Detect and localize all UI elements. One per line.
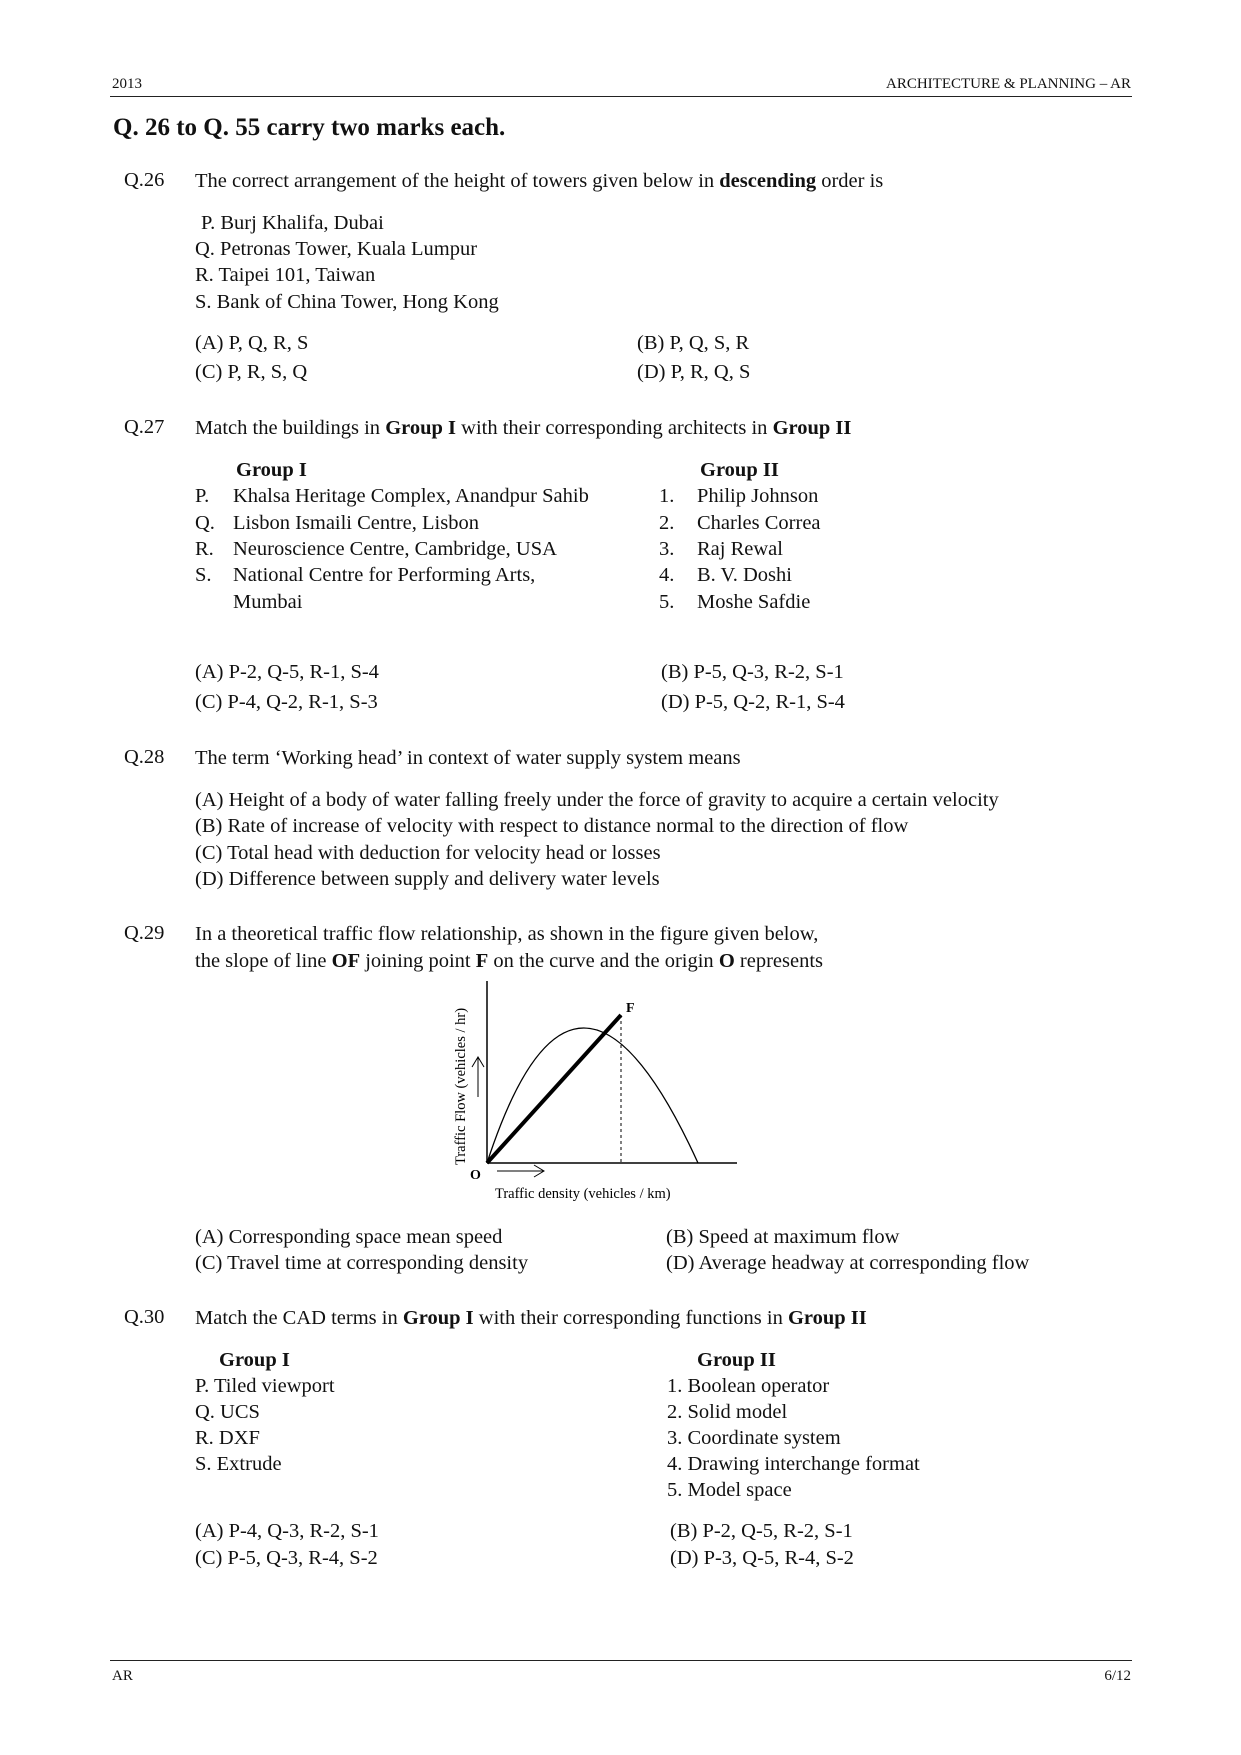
q30-group2-title: Group II	[697, 1349, 776, 1371]
q30-g2-item-5: 5. Model space	[667, 1479, 792, 1501]
q29-number: Q.29	[124, 922, 165, 944]
q27-g1-val-q: Lisbon Ismaili Centre, Lisbon	[233, 512, 479, 534]
q30-g1-item-s: S. Extrude	[195, 1453, 282, 1475]
q27-option-a: (A) P-2, Q-5, R-1, S-4	[195, 661, 379, 683]
q27-stem: Match the buildings in Group I with their corresponding architects in Group II	[195, 417, 852, 439]
q29-stem-line1: In a theoretical traffic flow relationship, as shown in the figure given below,	[195, 923, 819, 945]
q27-group2-title: Group II	[700, 459, 779, 481]
q28-option-c: (C) Total head with deduction for velocity head or losses	[195, 842, 661, 864]
q27-g2-key-1: 1.	[659, 485, 675, 507]
q30-g2-item-2: 2. Solid model	[667, 1401, 788, 1423]
q27-g2-val-1: Philip Johnson	[697, 485, 819, 507]
q28-option-b: (B) Rate of increase of velocity with respect to distance normal to the direction of flow	[195, 815, 909, 837]
q27-g1-key-s: S.	[195, 564, 212, 586]
traffic-flow-figure	[430, 975, 750, 1205]
q26-option-a: (A) P, Q, R, S	[195, 332, 309, 354]
point-o-label: O	[470, 1168, 481, 1183]
q26-item-p: P. Burj Khalifa, Dubai	[201, 212, 384, 234]
q30-g1-item-p: P. Tiled viewport	[195, 1375, 335, 1397]
q27-g2-val-4: B. V. Doshi	[697, 564, 792, 586]
q27-g1-key-p: P.	[195, 485, 210, 507]
footer-rule	[110, 1660, 1132, 1661]
q27-g1-key-q: Q.	[195, 512, 215, 534]
header-subject: ARCHITECTURE & PLANNING – AR	[885, 76, 1131, 92]
footer-page-number: 6/12	[1104, 1668, 1131, 1684]
q27-g2-key-2: 2.	[659, 512, 675, 534]
q27-g2-key-3: 3.	[659, 538, 675, 560]
q27-option-d: (D) P-5, Q-2, R-1, S-4	[661, 691, 845, 713]
q30-option-c: (C) P-5, Q-3, R-4, S-2	[195, 1547, 378, 1569]
q28-number: Q.28	[124, 746, 165, 768]
q27-g2-val-2: Charles Correa	[697, 512, 821, 534]
q28-option-a: (A) Height of a body of water falling freely under the force of gravity to acquire a certain velocity	[195, 789, 999, 811]
y-axis-label: Traffic Flow (vehicles / hr)	[453, 1007, 469, 1165]
q30-g1-item-q: Q. UCS	[195, 1401, 260, 1423]
q27-option-b: (B) P-5, Q-3, R-2, S-1	[661, 661, 844, 683]
q29-stem-line2: the slope of line OF joining point F on the curve and the origin O represents	[195, 950, 823, 972]
q27-group1-title: Group I	[236, 459, 307, 481]
section-title: Q. 26 to Q. 55 carry two marks each.	[113, 114, 506, 141]
q27-g1-key-r: R.	[195, 538, 214, 560]
q27-g2-key-5: 5.	[659, 591, 675, 613]
q27-g1-val-s2: Mumbai	[233, 591, 303, 613]
footer-left: AR	[112, 1668, 133, 1684]
header-year: 2013	[112, 76, 142, 92]
q30-g2-item-3: 3. Coordinate system	[667, 1427, 841, 1449]
q29-option-c: (C) Travel time at corresponding density	[195, 1252, 529, 1274]
q27-g2-val-3: Raj Rewal	[697, 538, 783, 560]
q28-option-d: (D) Difference between supply and delivery water levels	[195, 868, 660, 890]
q27-number: Q.27	[124, 416, 165, 438]
q30-g2-item-4: 4. Drawing interchange format	[667, 1453, 920, 1475]
q30-g1-item-r: R. DXF	[195, 1427, 260, 1449]
q26-item-r: R. Taipei 101, Taiwan	[195, 264, 376, 286]
point-f-label: F	[626, 1001, 635, 1016]
q26-option-c: (C) P, R, S, Q	[195, 361, 308, 383]
q27-g2-key-4: 4.	[659, 564, 675, 586]
q29-option-b: (B) Speed at maximum flow	[666, 1226, 900, 1248]
q30-g2-item-1: 1. Boolean operator	[667, 1375, 830, 1397]
q30-option-b: (B) P-2, Q-5, R-2, S-1	[670, 1520, 853, 1542]
q29-option-a: (A) Corresponding space mean speed	[195, 1226, 503, 1248]
q30-group1-title: Group I	[219, 1349, 290, 1371]
header-rule	[110, 96, 1132, 97]
q26-option-b: (B) P, Q, S, R	[637, 332, 750, 354]
q27-option-c: (C) P-4, Q-2, R-1, S-3	[195, 691, 378, 713]
q27-g2-val-5: Moshe Safdie	[697, 591, 811, 613]
x-axis-label: Traffic density (vehicles / km)	[495, 1186, 671, 1202]
q26-number: Q.26	[124, 169, 165, 191]
q26-item-s: S. Bank of China Tower, Hong Kong	[195, 291, 499, 313]
q26-option-d: (D) P, R, Q, S	[637, 361, 751, 383]
q29-option-d: (D) Average headway at corresponding flow	[666, 1252, 1030, 1274]
q30-option-a: (A) P-4, Q-3, R-2, S-1	[195, 1520, 379, 1542]
q30-option-d: (D) P-3, Q-5, R-4, S-2	[670, 1547, 854, 1569]
q27-g1-val-r: Neuroscience Centre, Cambridge, USA	[233, 538, 557, 560]
line-of	[487, 1015, 621, 1163]
q26-item-q: Q. Petronas Tower, Kuala Lumpur	[195, 238, 478, 260]
q30-number: Q.30	[124, 1306, 165, 1328]
q27-g1-val-p: Khalsa Heritage Complex, Anandpur Sahib	[233, 485, 589, 507]
q28-stem: The term ‘Working head’ in context of water supply system means	[195, 747, 741, 769]
q27-g1-val-s: National Centre for Performing Arts,	[233, 564, 536, 586]
q26-stem: The correct arrangement of the height of towers given below in descending order is	[195, 170, 884, 192]
q30-stem: Match the CAD terms in Group I with their corresponding functions in Group II	[195, 1307, 867, 1329]
